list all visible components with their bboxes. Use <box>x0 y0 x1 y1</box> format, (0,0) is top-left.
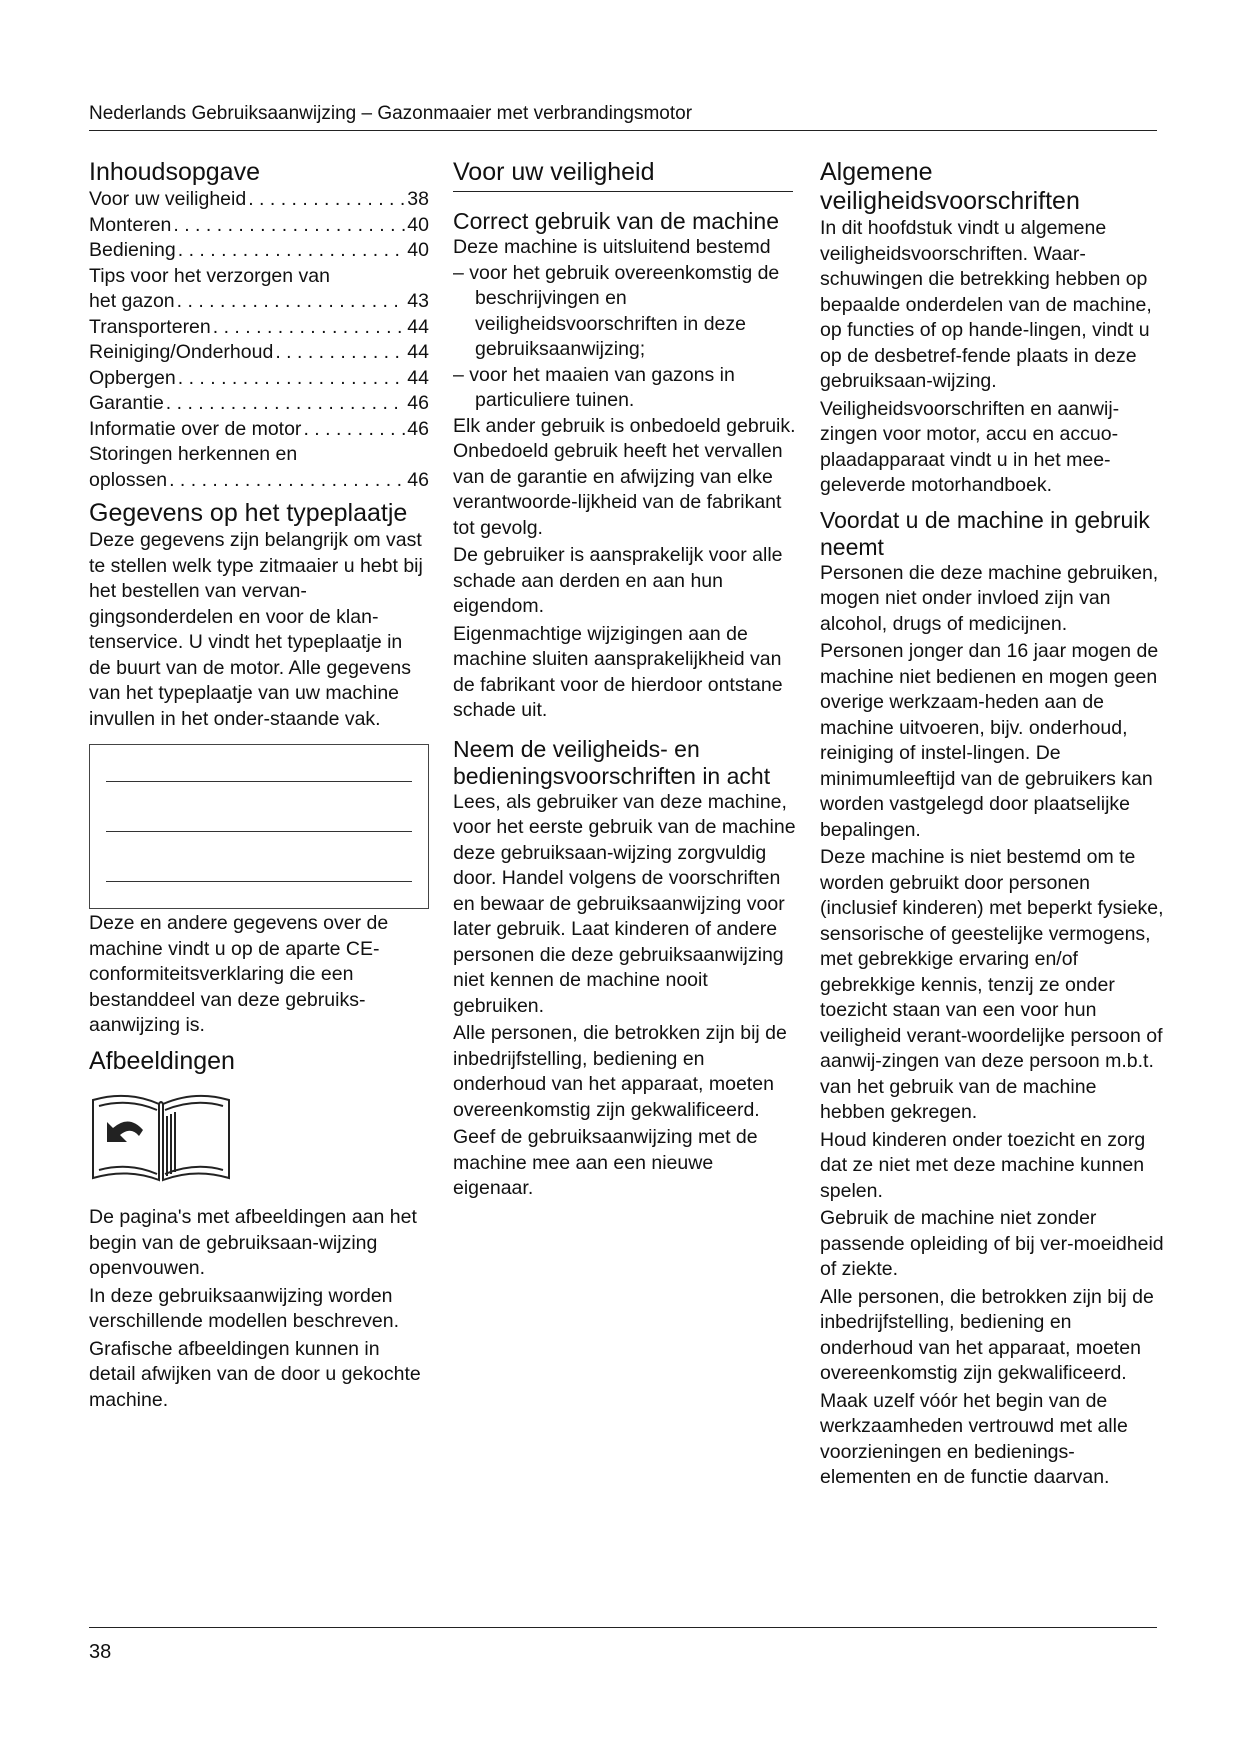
column-middle <box>453 158 798 1204</box>
images-text-3: Grafische afbeeldingen kunnen in detail afwijken van de door u gekochte machine. <box>89 1337 421 1411</box>
type-plate-line <box>106 781 412 782</box>
correct-use-list <box>453 261 798 414</box>
correct-use-text-1: Elk ander gebruik is onbedoeld gebruik. Onbedoeld gebruik heeft het vervallen van de garantie en afwijzing van elke verantwoorde-lijkheid van de fabrikant tot gevolg. <box>453 414 796 539</box>
toc-leader <box>166 391 406 417</box>
before-use-text-7: Maak uzelf vóór het begin van de werkzaamheden vertrouwd met alle voorzieningen en bedienings-elementen en de functie daarvan. <box>820 1389 1128 1488</box>
images-text-2: In deze gebruiksaanwijzing worden verschillende modellen beschreven. <box>89 1284 400 1332</box>
toc-item-page: 40 <box>407 239 429 261</box>
before-use-text-5: Gebruik de machine niet zonder passende opleiding of bij ver-moeidheid of ziekte. <box>820 1207 1164 1280</box>
observe-rules-text-1: Lees, als gebruiker van deze machine, voor het eerste gebruik van de machine deze gebruiksaan-wijzing zorgvuldig door. Handel volgens de voorschriften en bewaar de gebruiksaanwijzing voor later gebruik. Laat kinderen of andere personen die deze gebruiksaanwijzing niet kennen de machine nooit gebruiken. <box>453 790 796 1017</box>
images-text-1: De pagina's met afbeeldingen aan het begin van de gebruiksaan-wijzing openvouwen. <box>89 1206 417 1279</box>
ce-text: Deze en andere gegevens over de machine vindt u op de aparte CE-conformiteitsverklaring die een bestanddeel van deze gebruiks-aanwijzing is. <box>89 912 389 1036</box>
toc-item-label: Bediening <box>89 239 176 261</box>
toc-item-label: Informatie over de motor <box>89 417 302 440</box>
list-item: – voor het maaien van gazons in particuliere tuinen. <box>453 363 735 411</box>
toc-item-page: 44 <box>407 315 429 338</box>
observe-rules-title: Neem de veiligheids- en bedieningsvoorschriften in acht <box>453 735 771 789</box>
toc-leader <box>213 315 406 341</box>
toc-leader <box>169 468 405 494</box>
column-right <box>820 158 1165 1493</box>
toc-item <box>89 187 429 213</box>
toc-item-page: 46 <box>407 392 429 414</box>
general-safety-title: Algemene veiligheidsvoorschriften <box>820 158 1080 215</box>
type-plate-title: Gegevens op het typeplaatje <box>89 499 408 527</box>
images-title: Afbeeldingen <box>89 1046 235 1075</box>
table-of-contents <box>89 187 429 493</box>
type-plate-line <box>106 831 412 832</box>
correct-use-text-3: Eigenmachtige wijzigingen aan de machine sluiten aansprakelijkheid van de fabrikant voor de hierdoor ontstane schade uit. <box>453 622 783 721</box>
toc-item-label: het gazon <box>89 290 175 312</box>
toc-item-label: Reiniging/Onderhoud <box>89 341 274 363</box>
toc-item <box>89 264 429 290</box>
toc-item-page: 46 <box>407 468 429 491</box>
before-use-title: Voordat u de machine in gebruik neemt <box>820 506 1150 560</box>
before-use-text-3: Deze machine is niet bestemd om te worden gebruikt door personen (inclusief kinderen) met beperkt fysieke, sensorische of geestelijke vermogens, met gebrekkige ervaring en/of gebrekkige kennis, tenzij ze onder toezicht staan van een voor hun veiligheid verant-woordelijke persoon of aanwij-zingen van deze persoon m.b.t. van het gebruik van de machine hebben gekregen. <box>820 846 1164 1123</box>
correct-use-text-2: De gebruiker is aansprakelijk voor alle schade aan derden en aan hun eigendom. <box>453 544 783 617</box>
toc-leader <box>248 187 405 213</box>
toc-item <box>89 417 429 443</box>
observe-rules-text-2: Alle personen, die betrokken zijn bij de inbedrijfstelling, bediening en onderhoud van het apparaat, moeten overeenkomstig zijn gekwalificeerd. <box>453 1022 787 1121</box>
correct-use-intro: Deze machine is uitsluitend bestemd <box>453 236 771 258</box>
toc-leader <box>178 366 406 392</box>
page-number: 38 <box>89 1641 112 1663</box>
page-header: Nederlands Gebruiksaanwijzing – Gazonmaaier met verbrandingsmotor <box>89 102 1157 131</box>
toc-item-label: Voor uw veiligheid <box>89 188 247 210</box>
toc-title: Inhoudsopgave <box>89 158 260 186</box>
footer-rule <box>89 1627 1157 1628</box>
toc-item <box>89 366 429 392</box>
toc-item <box>89 468 429 494</box>
toc-item <box>89 238 429 264</box>
before-use-text-6: Alle personen, die betrokken zijn bij de inbedrijfstelling, bediening en onderhoud van het apparaat, moeten overeenkomstig zijn gekwalificeerd. <box>820 1285 1154 1384</box>
toc-leader <box>303 417 405 443</box>
correct-use-title: Correct gebruik van de machine <box>453 208 779 234</box>
toc-item <box>89 442 429 468</box>
list-item: – voor het gebruik overeenkomstig de beschrijvingen en veiligheidsvoorschriften in deze gebruiksaanwijzing; <box>453 261 780 360</box>
before-use-text-1: Personen die deze machine gebruiken, mogen niet onder invloed zijn van alcohol, drugs of medicijnen. <box>820 561 1159 635</box>
before-use-text-2: Personen jonger dan 16 jaar mogen de machine niet bedienen en mogen geen overige werkzaam-heden aan de machine uitvoeren, bijv. onderhoud, reiniging of instel-lingen. De minimumleeftijd van de gebruikers kan worden vastgelegd door plaatselijke bepalingen. <box>820 640 1159 841</box>
before-use-text-4: Houd kinderen onder toezicht en zorg dat ze niet met deze machine kunnen spelen. <box>820 1128 1146 1202</box>
toc-item <box>89 289 429 315</box>
toc-item-label: Opbergen <box>89 366 176 389</box>
general-safety-text-2: Veiligheidsvoorschriften en aanwij-zingen voor motor, accu en accuo-plaadapparaat vindt u in het mee-geleverde motorhandboek. <box>820 397 1120 496</box>
toc-item-page: 40 <box>407 213 429 236</box>
toc-leader <box>275 340 405 366</box>
toc-item-label: Monteren <box>89 213 172 236</box>
column-left <box>89 158 429 1415</box>
toc-leader <box>178 238 406 264</box>
toc-item-label: Storingen herkennen en <box>89 443 298 465</box>
toc-item-page: 44 <box>407 341 429 363</box>
type-plate-text: Deze gegevens zijn belangrijk om vast te stellen welk type zitmaaier u hebt bij het bestellen van vervan-gingsonderdelen en voor de klan-tenservice. U vindt het typeplaatje in de buurt van de motor. Alle gegevens van het typeplaatje van uw machine invullen in het onder-staande vak. <box>89 529 423 730</box>
toc-item-page: 43 <box>407 290 429 312</box>
general-safety-text-1: In dit hoofdstuk vindt u algemene veiligheidsvoorschriften. Waar-schuwingen die betrekking hebben op bepaalde onderdelen van de machine, op functies of op hande-lingen, vindt u op de desbetref-fende plaats in deze gebruiksaan-wijzing. <box>820 217 1152 392</box>
toc-item-label: oplossen <box>89 468 168 491</box>
toc-item-label: Tips voor het verzorgen van <box>89 264 330 287</box>
observe-rules-text-3: Geef de gebruiksaanwijzing met de machine mee aan een nieuwe eigenaar. <box>453 1126 758 1199</box>
toc-item <box>89 391 429 417</box>
toc-item-page: 38 <box>407 188 429 210</box>
toc-leader <box>173 213 405 239</box>
toc-item <box>89 213 429 239</box>
toc-item-page: 44 <box>407 366 429 389</box>
toc-item <box>89 315 429 341</box>
toc-item-label: Garantie <box>89 392 164 414</box>
open-book-icon <box>89 1088 429 1196</box>
section-title-safety: Voor uw veiligheid <box>453 158 793 192</box>
type-plate-line <box>106 881 412 882</box>
toc-item-page: 46 <box>407 417 429 440</box>
type-plate-box <box>89 744 429 909</box>
toc-item <box>89 340 429 366</box>
toc-item-label: Transporteren <box>89 315 211 338</box>
toc-leader <box>177 289 406 315</box>
